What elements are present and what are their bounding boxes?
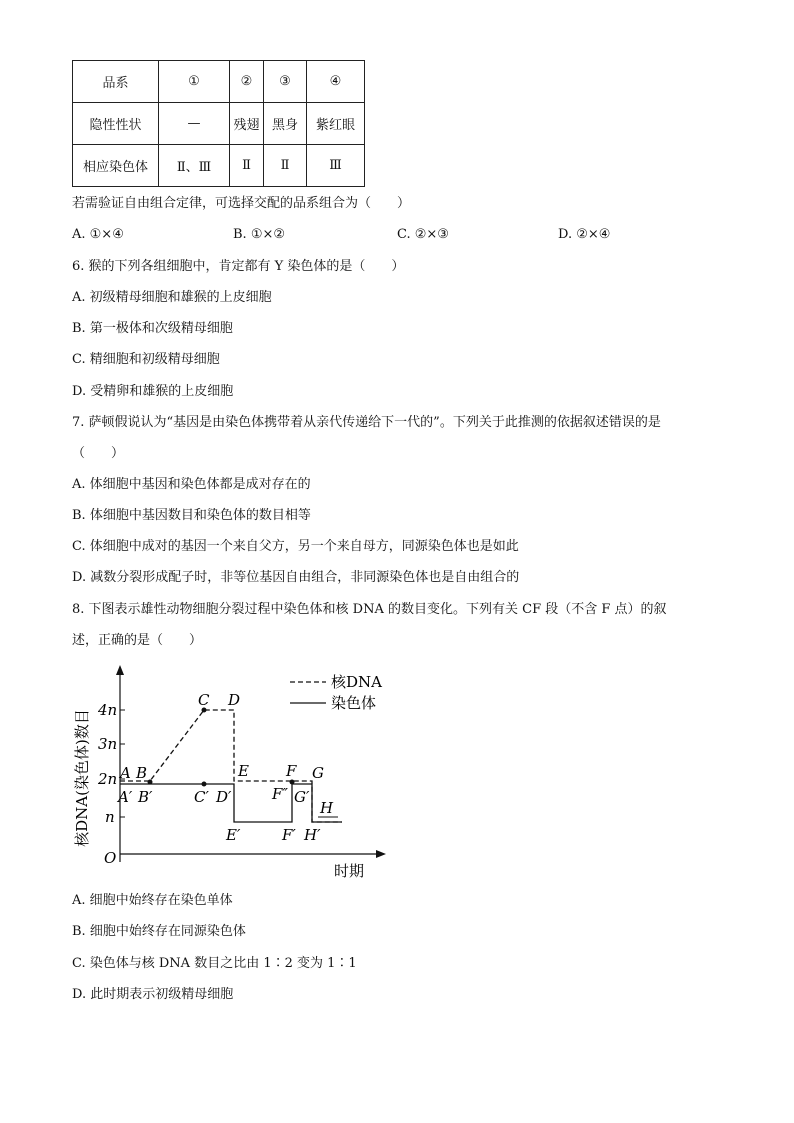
label-h-prime: H′ [304,826,321,844]
q5-option-d[interactable]: D. ②×④ [558,227,611,242]
y-axis-arrow [116,665,124,675]
y-tick-3n: 3n [98,735,118,753]
q8-stem: 8. 下图表示雄性动物细胞分裂过程中染色体和核 DNA 的数目变化。下列有关 CF 段（不含 F 点）的叙 [72,602,667,617]
point-c-prime [202,782,207,787]
q8-option-c[interactable]: C. 染色体与核 DNA 数目之比由 1∶2 变为 1∶1 [72,956,357,971]
table-cell: Ⅲ [307,145,365,187]
table-cell: 隐性性状 [73,103,159,145]
y-tick-4n: 4n [98,701,118,719]
x-axis-arrow [376,850,386,858]
origin-label: O [104,849,117,867]
q8-stem-cont: 述，正确的是（ ） [72,633,203,648]
q7-option-c[interactable]: C. 体细胞中成对的基因一个来自父方，另一个来自母方，同源染色体也是如此 [72,539,519,554]
table-cell: 相应染色体 [73,145,159,187]
table-cell: ③ [264,61,307,103]
label-b-prime: B′ [138,788,153,806]
q7-option-a[interactable]: A. 体细胞中基因和染色体都是成对存在的 [72,477,311,492]
label-c-prime: C′ [194,788,209,806]
table-cell: ② [230,61,264,103]
table-row [73,103,365,145]
q5-stem: 若需验证自由组合定律，可选择交配的品系组合为（ ） [72,196,411,211]
table-row [73,145,365,187]
strain-table [72,60,365,187]
q6-option-a[interactable]: A. 初级精母细胞和雄猴的上皮细胞 [72,290,272,305]
table-cell: Ⅱ [264,145,307,187]
q7-option-b[interactable]: B. 体细胞中基因数目和染色体的数目相等 [72,508,311,523]
q5-option-b[interactable]: B. ①×② [233,227,286,242]
table-cell: ① [159,61,230,103]
label-f-prime: F′ [282,826,296,844]
point-b [148,780,153,785]
q8-option-d[interactable]: D. 此时期表示初级精母细胞 [72,987,234,1002]
table-cell: 残翅 [230,103,264,145]
q7-stem: 7. 萨顿假说认为“基因是由染色体携带着从亲代传递给下一代的”。下列关于此推测的依据叙述错误的是 [72,415,661,430]
table-cell: 黑身 [264,103,307,145]
table-cell: — [159,103,230,145]
table-cell: Ⅱ、Ⅲ [159,145,230,187]
label-f: F [286,762,297,780]
label-e-prime: E′ [226,826,241,844]
dna-chromosome-chart [68,660,398,882]
y-tick-n: n [105,808,115,826]
label-h: H [320,799,334,817]
label-d: D [228,691,241,709]
q7-option-d[interactable]: D. 减数分裂形成配子时，非等位基因自由组合，非同源染色体也是自由组合的 [72,570,520,585]
label-b: B [136,764,148,782]
y-tick-2n: 2n [98,770,118,788]
label-a: A [120,764,131,782]
legend-chromosome-label: 染色体 [331,694,377,712]
table-cell: 品系 [73,61,159,103]
x-axis-label: 时期 [334,862,365,880]
q7-stem-cont: （ ） [72,446,125,461]
table-header-row [73,61,365,103]
table-cell: ④ [307,61,365,103]
table-cell: 紫红眼 [307,103,365,145]
y-axis-label: 核DNA(染色体)数目 [73,709,91,847]
label-g-prime: G′ [294,788,310,806]
label-f-double-prime: F″ [272,785,289,803]
q8-option-b[interactable]: B. 细胞中始终存在同源染色体 [72,924,246,939]
q6-option-c[interactable]: C. 精细胞和初级精母细胞 [72,352,220,367]
q8-option-a[interactable]: A. 细胞中始终存在染色单体 [72,893,233,908]
label-d-prime: D′ [216,788,232,806]
q6-stem: 6. 猴的下列各组细胞中，肯定都有 Y 染色体的是（ ） [72,259,405,274]
table-cell: Ⅱ [230,145,264,187]
q5-option-a[interactable]: A. ①×④ [72,227,124,242]
q6-option-d[interactable]: D. 受精卵和雄猴的上皮细胞 [72,384,234,399]
label-c: C [198,691,210,709]
label-e: E [238,762,249,780]
label-g: G [312,764,324,782]
q5-option-c[interactable]: C. ②×③ [397,227,449,242]
point-f [290,780,295,785]
label-a-prime: A′ [118,788,133,806]
q6-option-b[interactable]: B. 第一极体和次级精母细胞 [72,321,233,336]
legend-dna-label: 核DNA [331,673,382,691]
